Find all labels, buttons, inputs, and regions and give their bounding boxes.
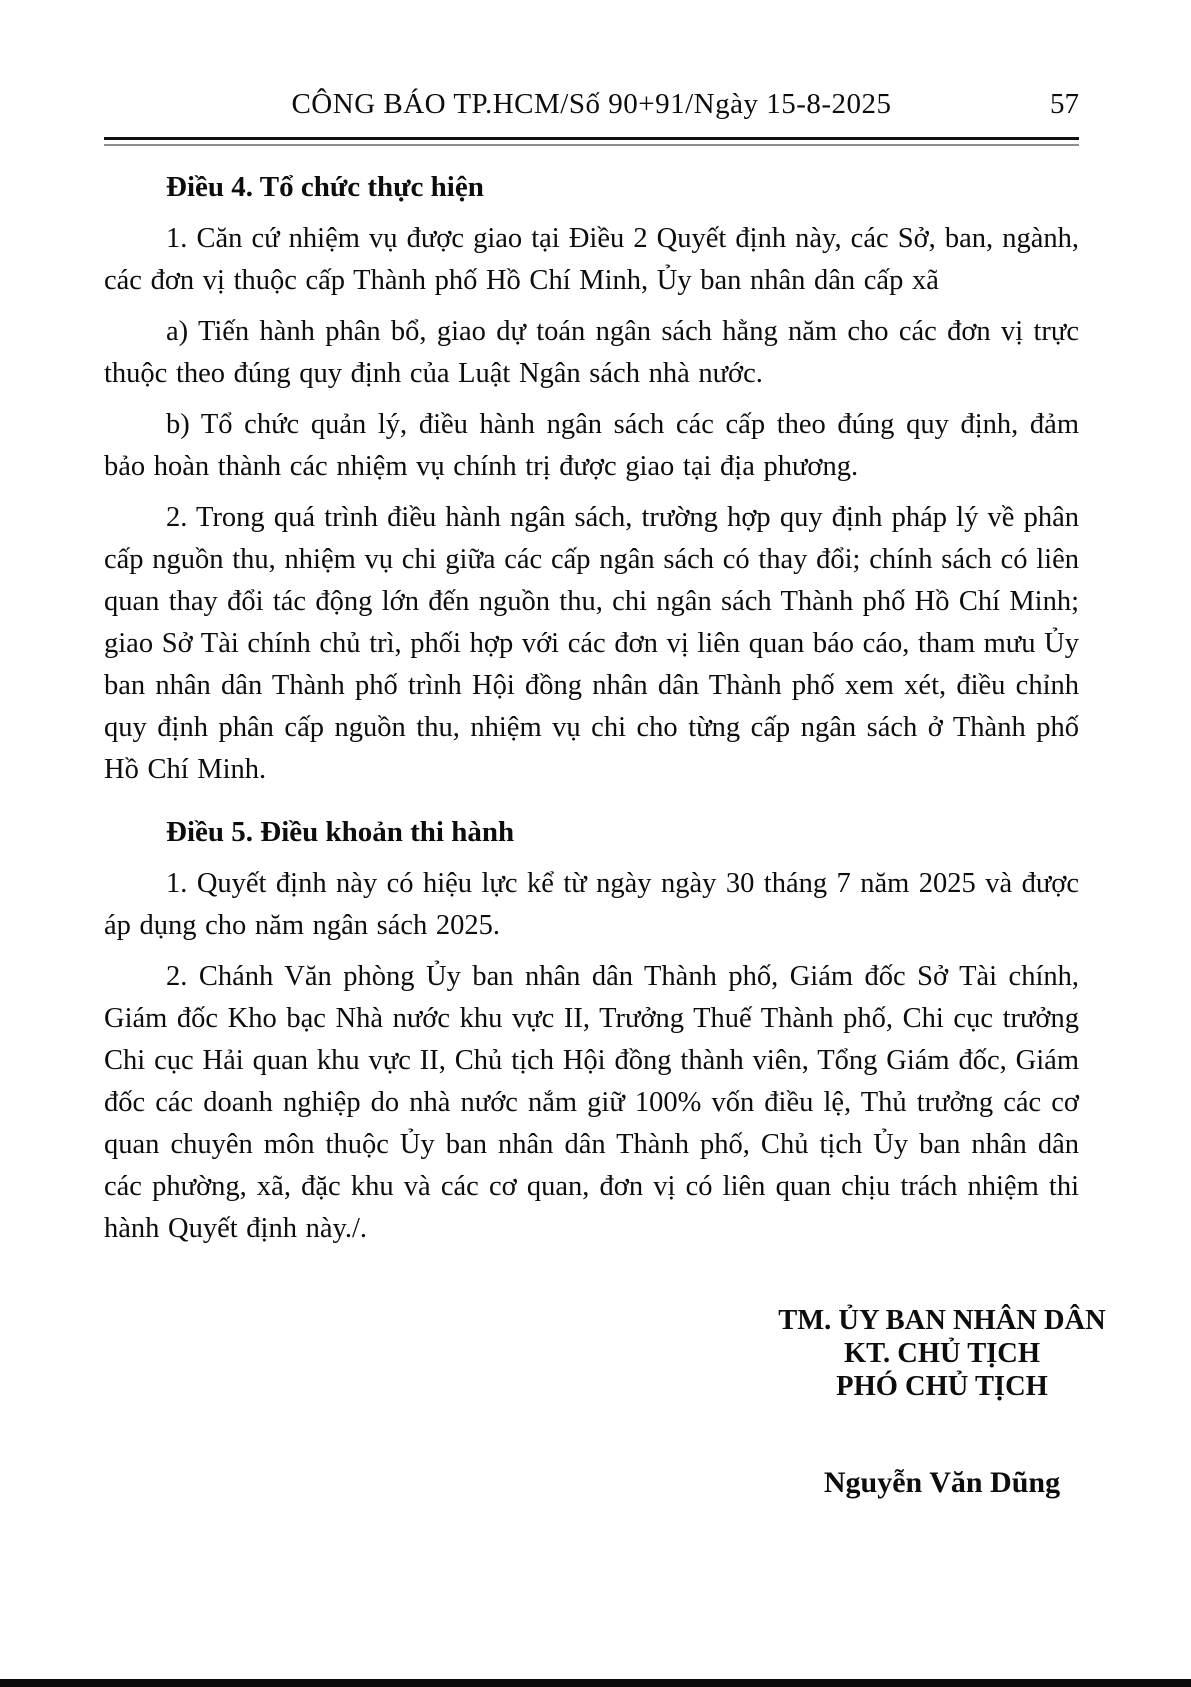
article-4-paragraph-2: 2. Trong quá trình điều hành ngân sách, trường hợp quy định pháp lý về phân cấp nguồn thu, nhiệm vụ chi giữa các cấp ngân sách có thay đổi; chính sách có liên quan thay đổi tác động lớn đến nguồn thu, chi ngân sách Thành phố Hồ Chí Minh; giao Sở Tài chính chủ trì, phối hợp với các đơn vị liên quan báo cáo, tham mưu Ủy ban nhân dân Thành phố trình Hội đồng nhân dân Thành phố xem xét, điều chỉnh quy định phân cấp nguồn thu, nhiệm vụ chi cho từng cấp ngân sách ở Thành phố Hồ Chí Minh.: [104, 502, 1079, 785]
article-4-paragraph-b: b) Tổ chức quản lý, điều hành ngân sách các cấp theo đúng quy định, đảm bảo hoàn thành các nhiệm vụ chính trị được giao tại địa phương.: [104, 409, 1079, 482]
header-rule: [104, 137, 1079, 146]
signer-name: Nguyễn Văn Dũng: [823, 1466, 1061, 1499]
signature-signer-title: PHÓ CHỦ TỊCH: [836, 1371, 1048, 1402]
article-5-paragraph-1: 1. Quyết định này có hiệu lực kể từ ngày ngày 30 tháng 7 năm 2025 và được áp dụng cho năm ngân sách 2025.: [104, 868, 1079, 941]
scan-artifact-bar: [0, 1679, 1191, 1687]
article-4-heading: Điều 4. Tổ chức thực hiện: [166, 171, 484, 203]
page-number: 57: [1050, 88, 1079, 120]
document-content: [104, 0, 1106, 1500]
document-body: [104, 166, 1106, 1500]
signature-on-behalf-of: TM. ỦY BAN NHÂN DÂN: [778, 1305, 1106, 1336]
signature-per-pro: KT. CHỦ TỊCH: [843, 1338, 1041, 1369]
signature-block: [722, 1304, 1162, 1500]
article-4-paragraph-1: 1. Căn cứ nhiệm vụ được giao tại Điều 2 Quyết định này, các Sở, ban, ngành, các đơn vị thuộc cấp Thành phố Hồ Chí Minh, Ủy ban nhân dân cấp xã: [104, 223, 1079, 296]
article-4-paragraph-a: a) Tiến hành phân bổ, giao dự toán ngân sách hằng năm cho các đơn vị trực thuộc theo đúng quy định của Luật Ngân sách nhà nước.: [104, 316, 1079, 389]
gazette-running-title: CÔNG BÁO TP.HCM/Số 90+91/Ngày 15-8-2025: [291, 88, 892, 120]
page-header: [104, 0, 1079, 128]
article-5-heading: Điều 5. Điều khoản thi hành: [166, 816, 515, 848]
article-5-paragraph-2: 2. Chánh Văn phòng Ủy ban nhân dân Thành phố, Giám đốc Sở Tài chính, Giám đốc Kho bạc Nhà nước khu vực II, Trưởng Thuế Thành phố, Chi cục trưởng Chi cục Hải quan khu vực II, Chủ tịch Hội đồng thành viên, Tổng Giám đốc, Giám đốc các doanh nghiệp do nhà nước nắm giữ 100% vốn điều lệ, Thủ trưởng các cơ quan chuyên môn thuộc Ủy ban nhân dân Thành phố, Chủ tịch Ủy ban nhân dân các phường, xã, đặc khu và các cơ quan, đơn vị có liên quan chịu trách nhiệm thi hành Quyết định này./.: [104, 961, 1079, 1244]
